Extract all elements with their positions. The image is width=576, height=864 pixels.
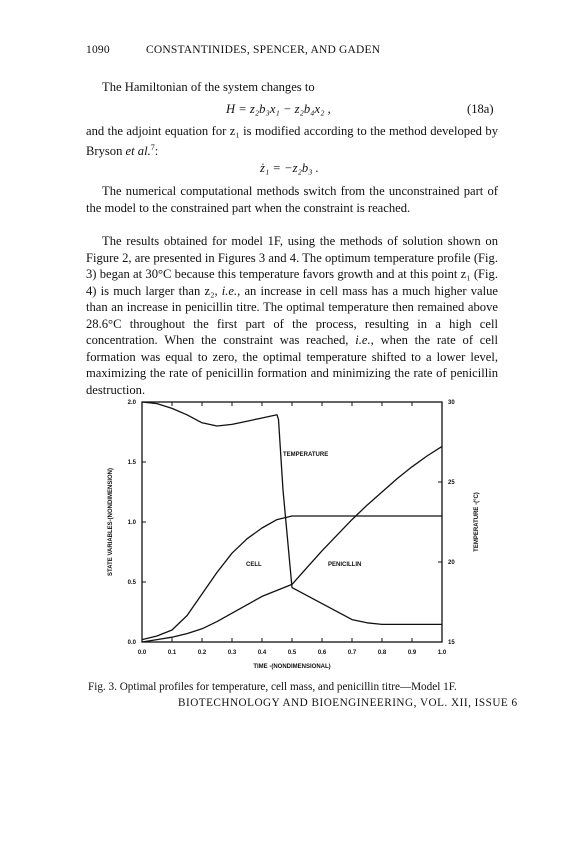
x-tick-label: 0.1 [167,650,177,656]
y2-ticks [438,400,455,646]
x-tick-label: 0.7 [347,650,357,656]
adjoint-reference: 7 [150,142,155,152]
results-text-b: , an increase in cell mass has a much higher value than an increase in penicillin titre. The optimal temperature then remained above 28.6°C throughout the first part of the process, resulting in a high cell concentration. When the constraint was reached, [86,283,498,347]
x-tick-label: 0.5 [287,650,297,656]
equation-adjoint: ż₁ = −z₂b₃ . [260,161,319,175]
results-text-c: , when the rate of cell formation was equal to zero, the optimal temperature shifted to a lower level, maximizing the rate of penicillin formation and minimizing the rate of penicillin destruction. [86,333,498,397]
y-tick-label: 0.5 [127,580,136,586]
y2-axis-label: TEMPERATURE -(°C) [474,492,480,552]
series-line-penicillin [142,446,442,642]
y2-tick-label: 15 [448,640,455,646]
plot-frame [142,402,442,642]
x-tick-label: 0.2 [197,650,207,656]
constraint-paragraph: The numerical computational methods switch from the unconstrained part of the model to the constrained part when the constraint is reached. [86,184,498,215]
journal-footer: BIOTECHNOLOGY AND BIOENGINEERING, VOL. XII, ISSUE 6 [178,697,518,709]
results-text-a: The results obtained for model 1F, using the methods of solution shown on Figure 2, are presented in Figures 3 and 4. The optimum temperature profile (Fig. 3) began at 30°C because this temperature favors growth and at this point z₁ (Fig. 4) is much larger than z₂, [86,234,498,298]
x-tick-label: 0.6 [317,650,327,656]
adjoint-et-al: et al. [125,143,151,158]
y-ticks [128,400,146,646]
y2-tick-label: 20 [448,560,455,566]
paragraph-2 [86,183,498,216]
equation-18a: H = z₂b₃x₁ − z₂b₄x₂ , [226,102,331,116]
adjoint-paragraph: and the adjoint equation for z₁ is modified according to the method developed by Bryson et al.$^7$: [86,124,498,158]
series-label-temperature: TEMPERATURE [283,452,329,458]
y-tick-label: 0.0 [127,640,136,646]
series-line-temperature [142,402,442,624]
series-label-cell: CELL [246,562,262,568]
x-axis-label: TIME -(NONDIMENSIONAL) [253,664,331,670]
x-tick-label: 0.9 [407,650,417,656]
y2-tick-label: 25 [448,480,455,486]
adjoint-text: and the adjoint equation for z₁ is modified according to the method developed by Bryson [86,124,498,158]
series-lines [142,402,442,642]
figure-caption: Fig. 3. Optimal profiles for temperature, cell mass, and penicillin titre—Model 1F. [88,681,457,693]
y-tick-label: 1.5 [127,460,136,466]
x-tick-label: 0.0 [137,650,147,656]
series-line-cell [142,516,442,640]
y-tick-label: 2.0 [127,400,136,406]
running-authors: CONSTANTINIDES, SPENCER, AND GADEN [146,44,381,56]
x-tick-label: 0.3 [227,650,237,656]
hamiltonian-intro: The Hamiltonian of the system changes to [102,80,315,94]
x-tick-label: 0.8 [377,650,387,656]
x-tick-label: 0.4 [257,650,267,656]
figure-3-chart [100,392,500,672]
y-tick-label: 1.0 [127,520,136,526]
series-label-penicillin: PENICILLIN [328,562,362,568]
page-number: 1090 [86,44,110,56]
paragraph-3: The results obtained for model 1F, using the methods of solution shown on Figure 2, are presented in Figures 3 and 4. The optimum temperature profile (Fig. 3) began at 30°C because this temperature favors growth and at this point z₁ (Fig. 4) is much larger than z₂, i.e., an increase in cell mass has a much higher value than an increase in penicillin titre. The optimal temperature then remained above 28.6°C throughout the first part of the process, resulting in a high cell concentration. When the constraint was reached, i.e., when the rate of cell formation was equal to zero, the optimal temperature shifted to a lower level, maximizing the rate of penicillin formation and minimizing the rate of penicillin destruction. [86,234,498,397]
x-tick-label: 1.0 [437,650,447,656]
equation-18a-number: (18a) [467,102,494,116]
intro-paragraph [86,79,498,96]
y2-tick-label: 30 [448,400,455,406]
y-axis-label: STATE VARIABLES-(NONDIMENSION) [108,468,114,576]
